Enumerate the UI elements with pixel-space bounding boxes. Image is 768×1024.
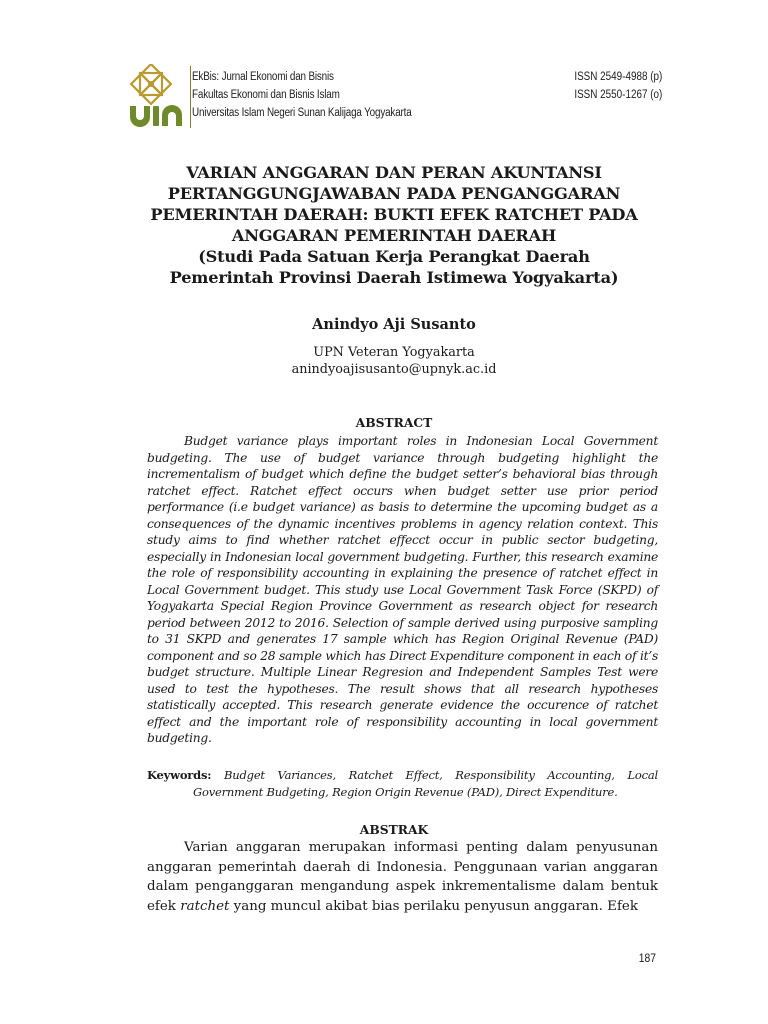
abstrak-body bbox=[147, 838, 658, 916]
subtitle-line: (Studi Pada Satuan Kerja Perangkat Daerah bbox=[198, 247, 590, 266]
abstrak-text-continued: yang muncul akibat bias perilaku penyusun anggaran. Efek bbox=[229, 898, 638, 914]
abstrak-italic-term: ratchet bbox=[180, 898, 230, 914]
issn-info bbox=[574, 68, 662, 104]
journal-header bbox=[126, 62, 662, 130]
uin-logo bbox=[126, 64, 186, 128]
abstrak-heading: ABSTRAK bbox=[359, 822, 429, 837]
keywords-block bbox=[147, 767, 658, 800]
abstract-text: Budget variance plays important roles in Indonesian Local Government budgeting. The use of budget variance through budgeting highlight the incrementalism of budget which define the budget setter’s behavioral bias through ratchet effect. Ratchet effect occurs when budget setter use prior period performance (i.e budget variance) as basis to determine the upcoming budget as a consequences of the dynamic incentives problems in agency relation context. This study aims to find whether ratchet effecct occur in public sector budgeting, especially in Indonesian local government budgeting. Further, this research examine the role of responsibility accounting in explaining the presence of ratchet effect in Local Government budget. This study use Local Government Task Force (SKPD) of Yogyakarta Special Region Province Government as research object for research period between 2012 to 2016. Selection of sample derived using purposive sampling to 31 SKPD and generates 17 sample which has Region Original Revenue (PAD) component and so 28 sample which has Direct Expenditure component in each of it’s budget structure. Multiple Linear Regresion and Independent Samples Test were used to test the hypotheses. The result shows that all research hypotheses statistically accepted. This research generate evidence the occurence of ratchet effect and the important role of responsibility accounting in local government budgeting. bbox=[147, 434, 658, 745]
title-line: ANGGARAN PEMERINTAH DAERAH bbox=[231, 226, 557, 245]
issn-online: ISSN 2550-1267 (o) bbox=[574, 89, 662, 101]
header-divider bbox=[190, 66, 191, 128]
title-line: PERTANGGUNGJAWABAN PADA PENGANGGARAN bbox=[167, 184, 621, 203]
title-line: PEMERINTAH DAERAH: BUKTI EFEK RATCHET PADA bbox=[150, 205, 638, 224]
issn-print: ISSN 2549-4988 (p) bbox=[574, 71, 662, 83]
author-affiliation: UPN Veteran Yogyakarta bbox=[313, 345, 475, 360]
author-affiliation-block bbox=[0, 344, 768, 378]
title-line: VARIAN ANGGARAN DAN PERAN AKUNTANSI bbox=[186, 163, 602, 182]
journal-name: EkBis: Jurnal Ekonomi dan Bisnis bbox=[192, 71, 334, 83]
keywords-label: Keywords: bbox=[147, 768, 212, 782]
author-name: Anindyo Aji Susanto bbox=[312, 316, 476, 333]
university-name: Universitas Islam Negeri Sunan Kalijaga Yogyakarta bbox=[192, 107, 412, 119]
keywords-text: Budget Variances, Ratchet Effect, Responsibility Accounting, Local Government Budgeting, Region Origin Revenue (PAD), Direct Expenditure. bbox=[193, 768, 658, 799]
abstract-body bbox=[147, 433, 658, 747]
page-number: 187 bbox=[638, 951, 656, 965]
author-email: anindyoajisusanto@upnyk.ac.id bbox=[291, 362, 497, 377]
abstract-heading: ABSTRACT bbox=[355, 415, 433, 430]
journal-info bbox=[192, 68, 412, 122]
subtitle-line: Pemerintah Provinsi Daerah Istimewa Yogyakarta) bbox=[169, 268, 619, 287]
faculty-name: Fakultas Ekonomi dan Bisnis Islam bbox=[192, 89, 340, 101]
paper-title bbox=[130, 162, 658, 288]
abstrak-text: Varian anggaran merupakan informasi penting dalam penyusunan anggaran pemerintah daerah di Indonesia. Penggunaan varian anggaran dalam penganggaran mengandung aspek inkrementalisme dalam bentuk efek bbox=[147, 840, 658, 914]
